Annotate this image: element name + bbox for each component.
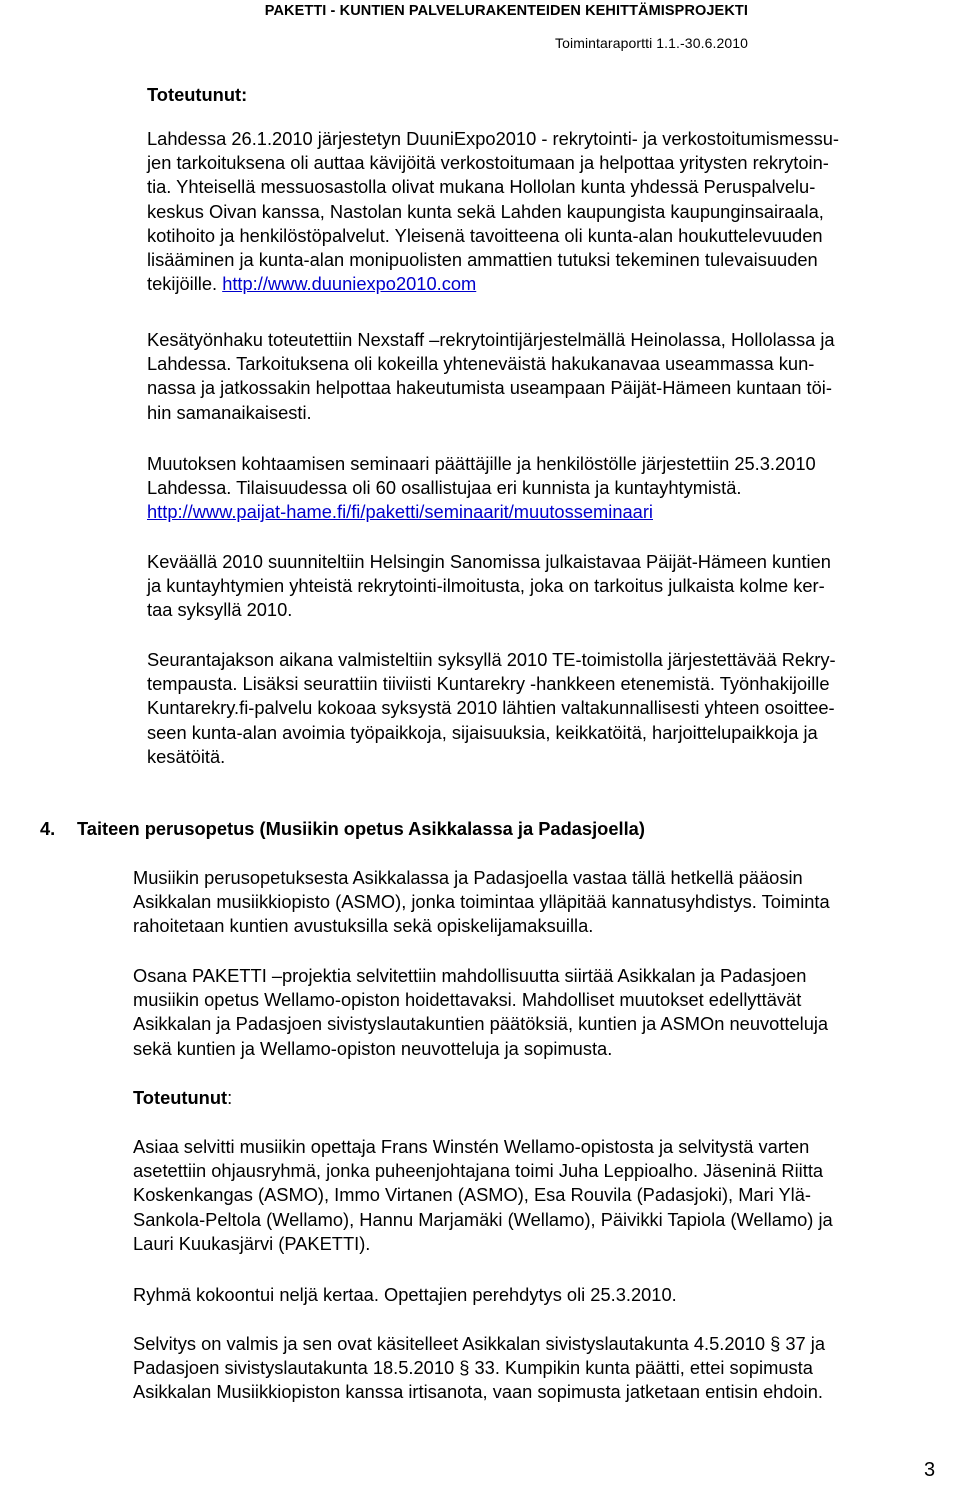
duuniexpo-link[interactable]: http://www.duuniexpo2010.com: [222, 273, 477, 295]
subheading-toteutunut: [133, 1086, 947, 1110]
text-line: Seurantajakson aikana valmisteltiin syksyllä 2010 TE-toimistolla järjestettävää Rekry-: [147, 649, 836, 670]
text-line: seen kunta-alan avoimia työpaikkoja, sijaisuuksia, keikkatöitä, harjoittelupaikkoja ja: [147, 721, 818, 743]
text-line: kotihoito ja henkilöstöpalvelut. Yleisenä tavoitteena oli kunta-alan houkuttelevuuden: [147, 224, 823, 246]
text-line: rahoitetaan kuntien avustuksilla sekä opiskelijamaksuilla.: [133, 915, 594, 937]
page-number: 3: [924, 1459, 936, 1481]
text-line: tia. Yhteisellä messuosastolla olivat mukana Hollolan kunta yhdessä Peruspalvelu-: [147, 176, 816, 198]
text-line-last: [147, 272, 947, 296]
text-line: Lahdessa. Tarkoituksena oli kokeilla yhteneväistä hakukanavaa useammassa kun-: [147, 353, 815, 375]
paragraph-rekrytempaus: [147, 648, 947, 769]
text-line: musiikin opetus Wellamo-opiston hoidettavaksi. Mahdolliset muutokset edellyttävät: [133, 989, 802, 1011]
section-title: Taiteen perusopetus (Musiikin opetus Asikkalassa ja Padasjoella): [77, 818, 645, 839]
text-line: kesätöitä.: [147, 745, 226, 767]
paragraph-seminaari: [147, 452, 947, 525]
text-line: Koskenkangas (ASMO), Immo Virtanen (ASMO), Esa Rouvila (Padasjoki), Mari Ylä-: [133, 1184, 811, 1206]
text-line: Kesätyönhaku toteutettiin Nexstaff –rekrytointijärjestelmällä Heinolassa, Hollolassa ja: [147, 329, 835, 350]
text-line: Musiikin perusopetuksesta Asikkalassa ja Padasjoella vastaa tällä hetkellä pääosin: [133, 867, 803, 888]
running-header-report: Toimintaraportti 1.1.-30.6.2010: [555, 35, 748, 51]
text-line: Lauri Kuukasjärvi (PAKETTI).: [133, 1232, 371, 1254]
section-heading-toteutunut: Toteutunut:: [147, 84, 248, 105]
text-line: lisääminen ja kunta-alan monipuolisten ammattien tutuksi tekeminen tulevaisuuden: [147, 249, 818, 271]
text-line: Asikkalan musiikkiopisto (ASMO), jonka toimintaa ylläpitää kannatusyhdistys. Toiminta: [133, 891, 830, 913]
seminaari-link[interactable]: http://www.paijat-hame.fi/fi/paketti/seminaarit/muutosseminaari: [147, 501, 653, 523]
text-fragment: tekijöille.: [147, 273, 223, 295]
running-header-project: PAKETTI - KUNTIEN PALVELURAKENTEIDEN KEHITTÄMISPROJEKTI: [264, 3, 748, 19]
text-line: Sankola-Peltola (Wellamo), Hannu Marjamäki (Wellamo), Päivikki Tapiola (Wellamo) ja: [133, 1208, 833, 1230]
text-line: Osana PAKETTI –projektia selvitettiin mahdollisuutta siirtää Asikkalan ja Padasjoen: [133, 965, 807, 986]
text-line: jen tarkoituksena oli auttaa kävijöitä verkostoitumaan ja helpottaa yritysten rekrytoin-: [147, 152, 829, 174]
text-line: keskus Oivan kanssa, Nastolan kunta sekä Lahden kaupungista kaupunginsairaala,: [147, 200, 824, 222]
text-line: Asikkalan Musiikkiopiston kanssa irtisanota, vaan sopimusta jatketaan entisin ehdoin.: [133, 1381, 823, 1403]
paragraph-musiikin-perusopetus: [133, 866, 947, 939]
paragraph-paketti-projekti: [133, 964, 947, 1061]
paragraph-ryhma-kokoontui: [133, 1283, 947, 1307]
section-number: 4.: [40, 818, 56, 839]
subheading-colon: :: [227, 1087, 233, 1108]
text-line: asetettiin ohjausryhmä, jonka puheenjohtajana toimi Juha Leppioalho. Jäseninä Riitta: [133, 1160, 824, 1182]
subheading-bold: Toteutunut: [133, 1087, 228, 1108]
paragraph-selvitys: [133, 1332, 947, 1405]
text-line: tempausta. Lisäksi seurattiin tiiviisti Kuntarekry -hankkeen etenemistä. Työnhakijoille: [147, 673, 830, 695]
text-line: hin samanaikaisesti.: [147, 401, 312, 423]
text-line: Padasjoen sivistyslautakunta 18.5.2010 § 33. Kumpikin kunta päätti, ettei sopimusta: [133, 1357, 813, 1379]
text-line: taa syksyllä 2010.: [147, 599, 293, 621]
text-line: Lahdessa. Tilaisuudessa oli 60 osallistujaa eri kunnista ja kuntayhtymistä.: [147, 477, 742, 499]
text-line: Muutoksen kohtaamisen seminaari päättäjille ja henkilöstölle järjestettiin 25.3.2010: [147, 453, 816, 474]
text-line: ja kuntayhtymien yhteistä rekrytointi-ilmoitusta, joka on tarkoitus julkaista kolme ker-: [147, 575, 825, 597]
text-line: Asikkalan ja Padasjoen sivistyslautakuntien päätöksiä, kuntien ja ASMOn neuvotteluja: [133, 1013, 829, 1035]
text-line: sekä kuntien ja Wellamo-opiston neuvotteluja ja sopimusta.: [133, 1037, 613, 1059]
text-line: Ryhmä kokoontui neljä kertaa. Opettajien perehdytys oli 25.3.2010.: [133, 1284, 677, 1305]
paragraph-duuniexpo: [147, 127, 947, 296]
paragraph-rekrytointi-ilmoitus: [147, 550, 947, 623]
text-line: Lahdessa 26.1.2010 järjestetyn DuuniExpo2010 - rekrytointi- ja verkostoitumismessu-: [147, 128, 839, 149]
paragraph-kesatyonhaku: [147, 328, 947, 425]
text-line: Kuntarekry.fi-palvelu kokoaa syksystä 2010 lähtien valtakunnallisesti yhteen osoittee-: [147, 697, 835, 719]
paragraph-ohjausryhma: [133, 1135, 947, 1256]
text-line: nassa ja jatkossakin helpottaa hakeutumista useampaan Päijät-Hämeen kuntaan töi-: [147, 377, 832, 399]
text-line: Selvitys on valmis ja sen ovat käsitelleet Asikkalan sivistyslautakunta 4.5.2010 § 37 ja: [133, 1333, 826, 1354]
text-line: Keväällä 2010 suunniteltiin Helsingin Sanomissa julkaistavaa Päijät-Hämeen kuntien: [147, 551, 831, 572]
text-line: Asiaa selvitti musiikin opettaja Frans Winstén Wellamo-opistosta ja selvitystä varten: [133, 1136, 810, 1157]
